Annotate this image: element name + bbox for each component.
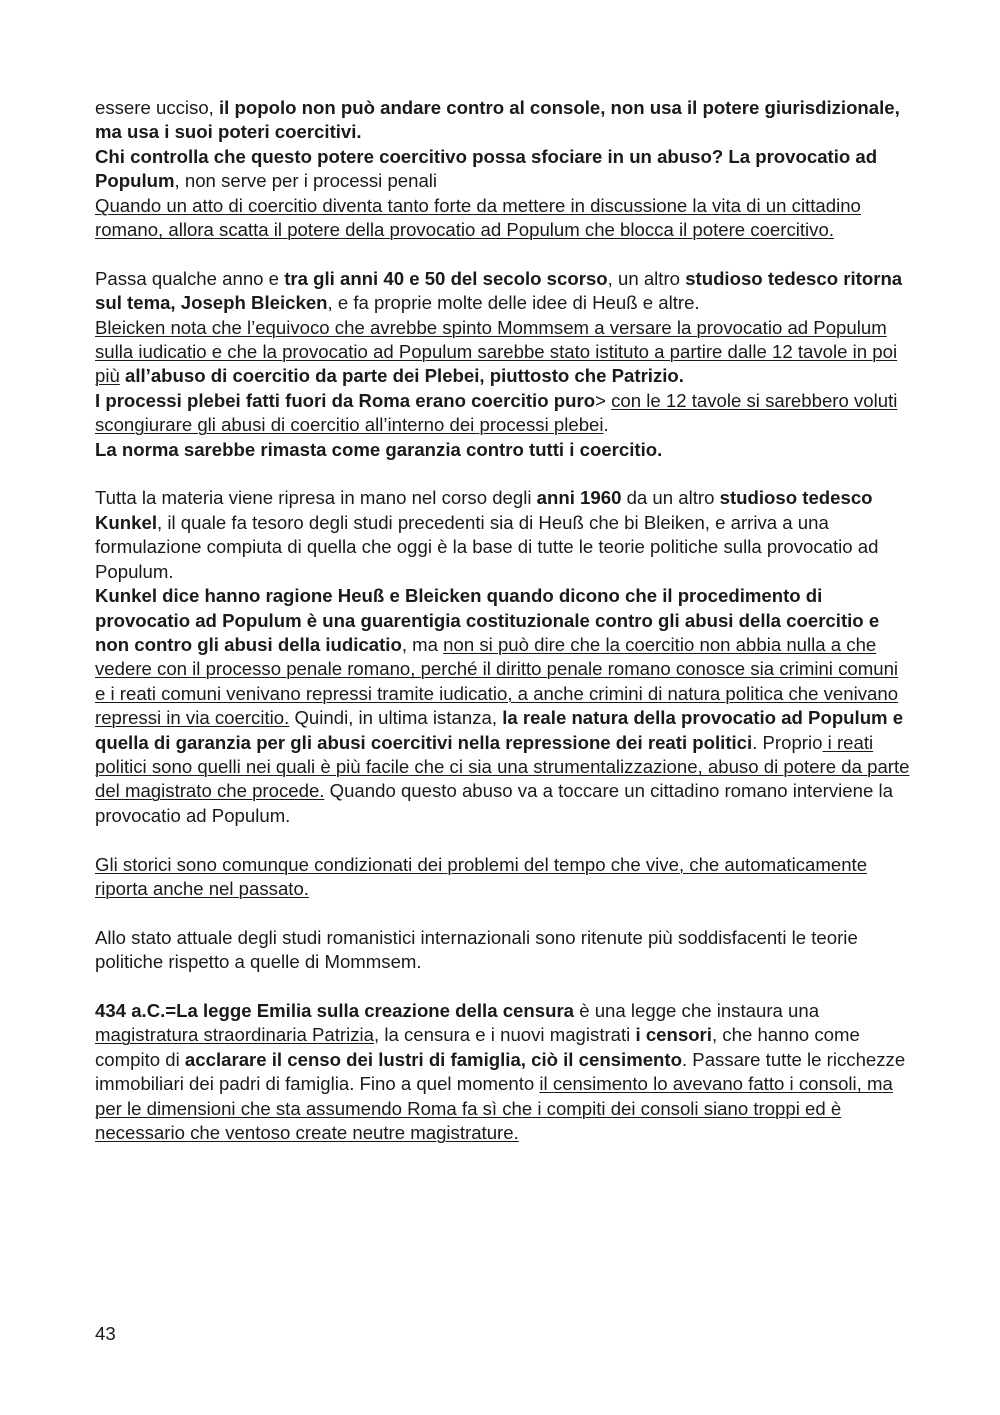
text-line bbox=[95, 438, 910, 462]
paragraph bbox=[95, 486, 910, 828]
bold-text: acclarare il censo dei lustri di famiglia, ciò il censimento bbox=[184, 1048, 682, 1070]
text-line bbox=[95, 389, 910, 438]
body-text: , la censura e i nuovi magistrati bbox=[374, 1024, 636, 1046]
paragraph bbox=[95, 267, 910, 462]
paragraph bbox=[95, 926, 910, 975]
underlined-text: i reati politici sono quelli nei quali è più facile che ci sia una strumentalizzazione, abuso di potere da parte del magistrato che procede. bbox=[95, 731, 910, 802]
bold-text: La norma sarebbe rimasta come garanzia contro tutti i coercitio. bbox=[95, 438, 663, 460]
document-body bbox=[95, 96, 910, 1170]
bold-text: tra gli anni 40 e 50 del secolo scorso bbox=[284, 267, 608, 289]
body-text: , non serve per i processi penali bbox=[174, 170, 438, 192]
underlined-text: il censimento lo avevano fatto i consoli, ma per le dimensioni che sta assumendo Roma fa sì che i compiti dei consoli siano troppi ed è necessario che ventoso create neutre magistrature. bbox=[95, 1073, 893, 1143]
body-text: , che hanno come compito di bbox=[95, 1024, 860, 1070]
bold-text: studioso tedesco ritorna sul tema, Joseph Bleicken bbox=[95, 267, 903, 314]
bold-text: studioso tedesco Kunkel bbox=[95, 487, 873, 533]
underlined-text: Bleicken nota che l’equivoco che avrebbe spinto Mommsem a versare la provocatio ad Populum sulla iudicatio e che la provocatio ad Populum sarebbe stato istituto a partire dalle 12 tavole in poi più bbox=[95, 316, 898, 387]
body-text: Quando questo abuso va a toccare un cittadino romano interviene la provocatio ad Populum. bbox=[95, 780, 893, 826]
page-number: 43 bbox=[95, 1323, 116, 1344]
underlined-text: con le 12 tavole si sarebbero voluti scongiurare gli abusi di coercitio all’interno dei processi plebei bbox=[95, 389, 898, 436]
body-text: Quindi, in ultima istanza, bbox=[289, 707, 503, 729]
body-text: Allo stato attuale degli studi romanistici internazionali sono ritenute più soddisfacenti le teorie politiche rispetto a quelle di Mommsem. bbox=[95, 926, 858, 973]
text-line bbox=[95, 999, 910, 1145]
text-line bbox=[95, 194, 910, 243]
paragraph bbox=[95, 96, 910, 242]
bold-text: all’abuso di coercitio da parte dei Plebei, piuttosto che Patrizio. bbox=[125, 365, 684, 387]
body-text: , il quale fa tesoro degli studi precedenti sia di Heuß che bi Bleiken, e arriva a una formulazione compiuta di quella che oggi è la base di tutte le teorie politiche sulla provocatio ad Populum. bbox=[95, 511, 879, 582]
text-line bbox=[95, 486, 910, 584]
body-text: . bbox=[603, 414, 609, 436]
paragraph bbox=[95, 999, 910, 1145]
bold-text: I processi plebei fatti fuori da Roma erano coercitio puro bbox=[95, 389, 596, 411]
body-text: , e fa proprie molte delle idee di Heuß e altre. bbox=[327, 292, 700, 314]
body-text: Passa qualche anno e bbox=[95, 267, 285, 289]
text-line bbox=[95, 316, 910, 389]
body-text: > bbox=[595, 389, 612, 411]
body-text: è una legge che instaura una bbox=[574, 999, 820, 1021]
bold-text: Chi controlla che questo potere coercitivo possa sfociare in un abuso? La provocatio ad Populum bbox=[95, 145, 878, 192]
text-line bbox=[95, 853, 910, 902]
body-text: , ma bbox=[401, 633, 444, 655]
body-text: . Proprio bbox=[752, 731, 823, 753]
underlined-text: magistratura straordinaria Patrizia bbox=[95, 1024, 375, 1046]
bold-text: i censori bbox=[635, 1024, 712, 1046]
text-line bbox=[95, 584, 910, 828]
text-line bbox=[95, 96, 910, 145]
bold-text: anni 1960 bbox=[536, 487, 622, 509]
bold-text: 434 a.C.=La legge Emilia sulla creazione della censura bbox=[95, 999, 575, 1021]
bold-text: la reale natura della provocatio ad Populum e quella di garanzia per gli abusi coercitivi nella repressione dei reati politici bbox=[95, 707, 904, 753]
body-text: da un altro bbox=[621, 487, 720, 509]
bold-text: il popolo non può andare contro al console, non usa il potere giurisdizionale, ma usa i suoi poteri coercitivi. bbox=[95, 97, 900, 143]
underlined-text: Quando un atto di coercitio diventa tanto forte da mettere in discussione la vita di un cittadino romano, allora scatta il potere della provocatio ad Populum che blocca il potere coercitivo. bbox=[95, 194, 861, 241]
body-text: essere ucciso, bbox=[95, 97, 220, 118]
text-line bbox=[95, 926, 910, 975]
body-text: Tutta la materia viene ripresa in mano nel corso degli bbox=[95, 487, 537, 509]
body-text: . Passare tutte le ricchezze immobiliari dei padri di famiglia. Fino a quel momento bbox=[95, 1048, 906, 1095]
underlined-text: Gli storici sono comunque condizionati dei problemi del tempo che vive, che automaticamente riporta anche nel passato. bbox=[95, 853, 868, 899]
text-line bbox=[95, 267, 910, 316]
underlined-text: non si può dire che la coercitio non abbia nulla a che vedere con il processo penale romano, perché il diritto penale romano conosce sia crimini comuni e i reati comuni venivano repressi tramite iudicatio, a anche crimini di natura politica che venivano repressi in via coercitio. bbox=[95, 633, 899, 729]
paragraph bbox=[95, 853, 910, 902]
text-line bbox=[95, 145, 910, 194]
bold-text: Kunkel dice hanno ragione Heuß e Bleicken quando dicono che il procedimento di provocatio ad Populum è una guarentigia costituzionale contro gli abusi della coercitio e non contro gli abusi della iudicatio bbox=[95, 585, 880, 655]
body-text: , un altro bbox=[607, 267, 686, 289]
